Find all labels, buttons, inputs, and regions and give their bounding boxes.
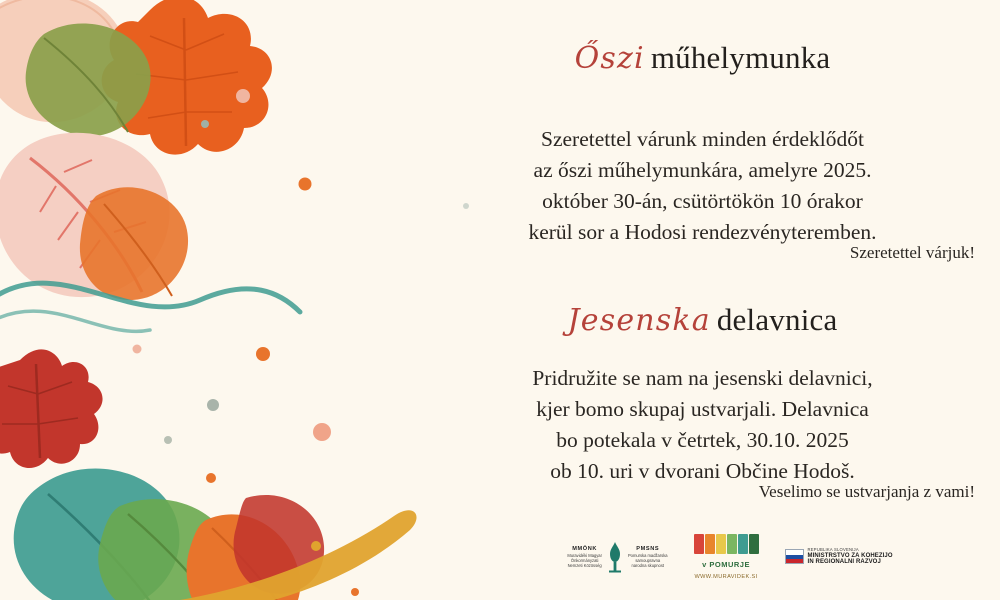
muravidek-swatch-5 <box>738 534 748 554</box>
mmonk-left-sub-3: Nemzeti Közösség <box>567 563 602 568</box>
hungarian-title-script: Őszi <box>574 41 645 76</box>
gov-line-3: IN REGIONALNI RAZVOJ <box>807 559 881 566</box>
mmonk-right-abbr: PMSNS <box>636 546 660 552</box>
slovenian-body <box>430 363 975 487</box>
muravidek-swatch-4 <box>727 534 737 554</box>
hungarian-title-rest: műhelymunka <box>650 40 831 75</box>
logo-mmonk-pmsns <box>567 540 667 574</box>
mmonk-emblem-icon <box>606 540 624 574</box>
muravidek-swatch-6 <box>749 534 759 554</box>
slovenian-title <box>430 302 975 338</box>
logo-strip <box>520 528 940 586</box>
slovenian-body-line-3: bo potekala v četrtek, 30.10. 2025 <box>556 428 849 452</box>
mmonk-right-sub-1: Pomurska madžarska <box>627 553 668 558</box>
muravidek-subtitle: WWW.MURAVIDEK.SI <box>694 574 758 580</box>
mmonk-left-sub-2: Önkormányzati <box>570 558 599 563</box>
hungarian-body <box>430 124 975 248</box>
hungarian-closing: Szeretettel várjuk! <box>849 243 975 262</box>
mmonk-left-sub-1: Muravidéki Magyar <box>567 553 602 558</box>
slovenian-body-line-2: kjer bomo skupaj ustvarjali. Delavnica <box>536 397 869 421</box>
hungarian-body-line-3: október 30-án, csütörtökön 10 órakor <box>542 189 863 213</box>
logo-government <box>785 548 893 567</box>
muravidek-swatch-1 <box>694 534 704 554</box>
muravidek-title: v POMURJE <box>702 560 750 569</box>
hungarian-body-line-1: Szeretettel várunk minden érdeklődőt <box>541 127 864 151</box>
slovenian-body-line-1: Pridružite se nam na jesenski delavnici, <box>532 366 873 390</box>
slovenia-flag-icon <box>785 549 804 564</box>
gov-line-1: REPUBLIKA SLOVENIJA <box>807 546 859 552</box>
mmonk-left-abbr: MMÖNK <box>572 546 598 552</box>
muravidek-swatch-2 <box>705 534 715 554</box>
muravidek-swatch-3 <box>716 534 726 554</box>
gov-line-2: MINISTRSTVO ZA KOHEZIJO <box>807 552 893 559</box>
text-content-column <box>430 0 975 600</box>
hungarian-title <box>430 40 975 76</box>
muravidek-swatches <box>694 534 759 554</box>
slovenian-title-script: Jesenska <box>567 303 711 338</box>
slovenian-title-rest: delavnica <box>716 302 838 337</box>
mmonk-right-sub-2: samoupravna <box>635 558 661 563</box>
slovenian-body-line-4: ob 10. uri v dvorani Občine Hodoš. <box>550 459 855 483</box>
hungarian-body-line-2: az őszi műhelymunkára, amelyre 2025. <box>533 158 872 182</box>
mmonk-right-sub-3: narodna skupnost <box>631 563 665 568</box>
hungarian-body-line-4: kerül sor a Hodosi rendezvényteremben. <box>528 220 877 244</box>
slovenian-closing: Veselimo se ustvarjanja z vami! <box>758 482 975 501</box>
logo-muravidek <box>694 534 759 580</box>
